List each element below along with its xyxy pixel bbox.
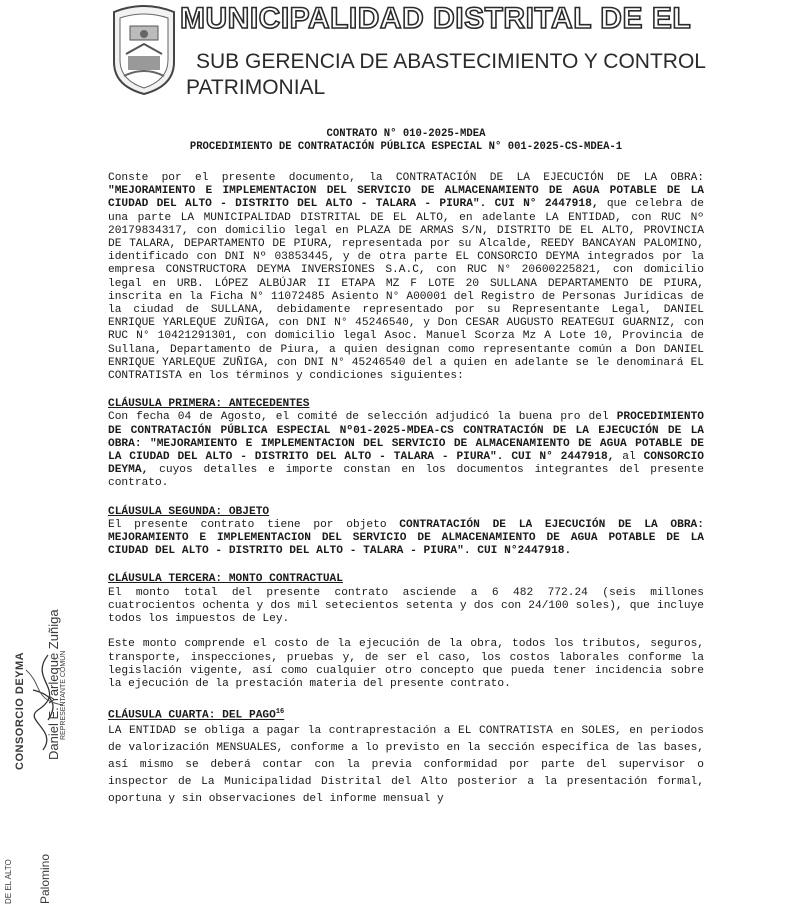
clause-3-paragraph-2: Este monto comprende el costo de la ejecución de la obra, todos los tributos, seguros, transporte, inspecciones, pruebas y, de ser el caso, los costos laborales conforme la legislación vigente, así como cualquier otro concepto que pueda tener incidencia sobre la ejecución de la prestación materia del presente contrato.: [108, 638, 704, 690]
clause-4-heading-text: CLÁUSULA CUARTA: DEL PAGO: [108, 709, 276, 722]
contract-number: CONTRATO N° 010-2025-MDEA: [326, 128, 486, 140]
intro-paragraph: [108, 172, 704, 383]
clause-2-bold-a: CONTRATACIÓN DE LA EJECUCIÓN DE LA OBRA: MEJORAMIENTO E IMPLEMENTACION DEL SERVICIO DE ALMACENAMIENTO DE AGUA POTABLE DE LA CIUDAD DEL ALTO - DISTRITO DEL ALTO - TALARA - PIURA". CUI N°2447918.: [108, 518, 704, 558]
clause-1-text: [108, 411, 704, 490]
municipality-title: MUNICIPALIDAD DISTRITAL DE EL: [180, 2, 692, 35]
clause-2-text-a: El presente contrato tiene por objeto: [108, 518, 400, 531]
intro-work-title: "MEJORAMIENTO E IMPLEMENTACION DEL SERVICIO DE ALMACENAMIENTO DE AGUA POTABLE DE LA CIUDAD DEL ALTO - DISTRITO DEL ALTO - TALARA - PIURA". CUI N° 2447918,: [108, 185, 704, 211]
clause-1-text-a: Con fecha 04 de Agosto, el comité de selección adjudicó la buena pro del: [108, 411, 617, 424]
stamp-bottom-name: Palomino: [38, 853, 52, 904]
stamp-consorcio: CONSORCIO DEYMA: [14, 651, 26, 770]
stamp-role: REPRESENTANTE COMÚN: [60, 650, 67, 740]
clause-1-heading: CLÁUSULA PRIMERA: ANTECEDENTES: [108, 398, 310, 411]
clause-1-text-b: al: [614, 451, 644, 464]
clause-1-text-c: cuyos detalles e importe constan en los documentos integrantes del presente contrato.: [108, 464, 704, 490]
clause-2-heading: CLÁUSULA SEGUNDA: OBJETO: [108, 505, 270, 518]
subgerencia-title-line2: PATRIMONIAL: [186, 76, 326, 99]
intro-parties-text: que celebra de una parte LA MUNICIPALIDAD DISTRITAL DE EL ALTO, en adelante LA ENTIDAD, con RUC Nº 20179834317, con domicilio legal en PLAZA DE ARMAS S/N, DISTRITO DE EL ALTO, PROVINCIA DE TALARA, DEPARTAMENTO DE PIURA, representada por su Alcalde, REEDY BANCAYAN PALOMINO, identificado con DNI Nº 03853445, y de otra parte EL CONSORCIO DEYMA integrados por la empresa CONSTRUCTORA DEYMA INVERSIONES S.A.C, con RUC N° 20600225821, con domicilio legal en URB. LÓPEZ ALBÚJAR II ETAPA MZ F LOTE 20 SULLANA DEPARTAMENTO DE PIURA, inscrita en la Ficha N° 11072485 Asiento N° A00001 del Registro de Personas Jurídicas de la ciudad de SULLANA, debidamente representado por su Representante Legal, DANIEL ENRIQUE YARLEQUE ZUÑIGA, con DNI N° 45246540, y Don CESAR AUGUSTO REATEGUI GUARNIZ, con RUC N° 10421291301, con domicilio legal Asoc. Manuel Scorza Mz A Lote 10, Provincia de Sullana, Departamento de Piura, a quien designan como representante común a Don DANIEL ENRIQUE YARLEQUE ZUÑIGA, con DNI N° 45246540 del a quien en adelante se le denominará EL CONTRATISTA en los términos y condiciones siguientes:: [108, 198, 704, 383]
clause-3-paragraph-1: El monto total del presente contrato asciende a 6 482 772.24 (seis millones cuatrocientos ochenta y dos mil setecientos setenta y dos con 24/100 soles), que incluye todos los impuestos de Ley.: [108, 586, 704, 626]
clause-1-bold-a: PROCEDIMIENTO DE CONTRATACIÓN PÚBLICA ESPECIAL Nº01-2025-MDEA-CS CONTRATACIÓN DE LA EJECUCIÓN DE LA OBRA: "MEJORAMIENTO E IMPLEMENTACION DEL SERVICIO DE ALMACENAMIENTO DE AGUA POTABLE DE LA CIUDAD DEL ALTO - DISTRITO DEL ALTO - TALARA - PIURA". CUI N° 2447918,: [108, 411, 704, 464]
contract-body: [108, 128, 704, 808]
stamp-representative-name: Daniel E. Yarleque Zuñiga: [46, 609, 61, 760]
clause-1-bold-b: CONSORCIO DEYMA,: [108, 451, 705, 477]
procedure-title: PROCEDIMIENTO DE CONTRATACIÓN PÚBLICA ESPECIAL N° 001-2025-CS-MDEA-1: [189, 141, 623, 153]
clause-4-paragraph-1: LA ENTIDAD se obliga a pagar la contraprestación a EL CONTRATISTA en SOLES, en periodos de valorización MENSUALES, conforme a lo previsto en la sección específica de las bases, así mismo se deberá contar con la previa conformidad por parte del supervisor o inspector de La Municipalidad Distrital del Alto posterior a la presentación formal, oportuna y sin observaciones del informe mensual y: [108, 725, 704, 806]
letterhead: [0, 0, 790, 110]
clause-2-text: [108, 519, 704, 559]
clause-3-heading: CLÁUSULA TERCERA: MONTO CONTRACTUAL: [108, 573, 343, 586]
stamp-bottom-left: DE EL ALTO: [4, 859, 13, 904]
intro-text: Conste por el presente documento, la CONTRATACIÓN DE LA EJECUCIÓN DE LA OBRA:: [108, 172, 704, 184]
footnote-marker: 16: [275, 708, 285, 717]
municipal-seal-icon: [108, 4, 180, 96]
subgerencia-title-line1: SUB GERENCIA DE ABASTECIMIENTO Y CONTROL: [196, 50, 706, 73]
clause-4-heading: [108, 706, 704, 723]
